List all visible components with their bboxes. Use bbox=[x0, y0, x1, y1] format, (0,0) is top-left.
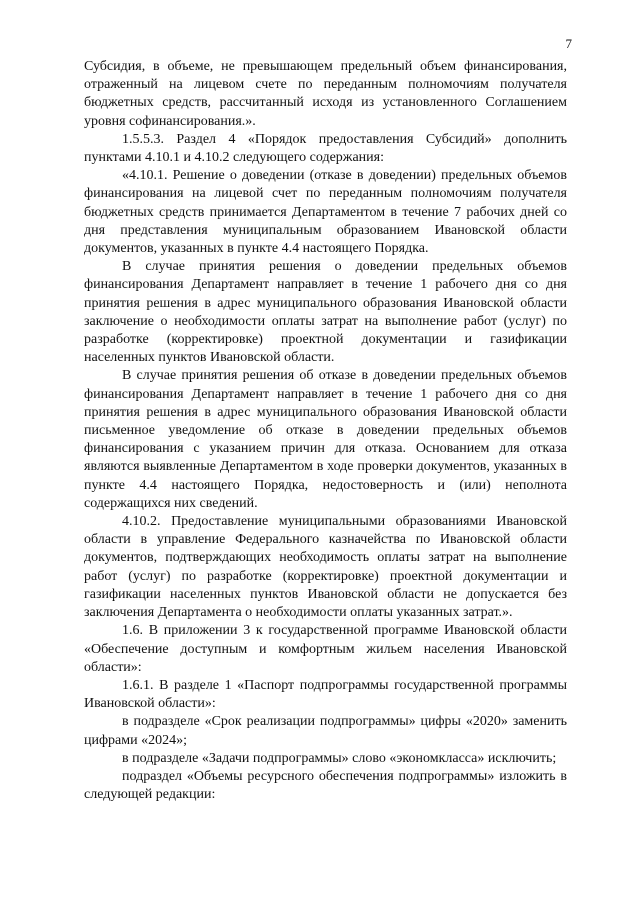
paragraph-1-6: 1.6. В приложении 3 к государственной программе Ивановской области «Обеспечение доступным и комфортным жильем населения Ивановской области»: bbox=[84, 623, 567, 675]
page-number: 7 bbox=[565, 36, 572, 51]
paragraph-1-5-5-3: 1.5.5.3. Раздел 4 «Порядок предоставления Субсидий» дополнить пунктами 4.10.1 и 4.10.2 следующего содержания: bbox=[84, 131, 567, 166]
paragraph-approval-case: В случае принятия решения о доведении предельных объемов финансирования Департамент направляет в течение 1 рабочего дня со дня принятия решения в адрес муниципального образования Ивановской области заключение о необходимости оплаты затрат на выполнение работ (услуг) по разработке (корректировке) проектной документации и газификации населенных пунктов Ивановской области. bbox=[84, 259, 567, 366]
paragraph-resources-change: подраздел «Объемы ресурсного обеспечения подпрограммы» изложить в следующей редакции: bbox=[84, 768, 567, 803]
paragraph-1-6-1: 1.6.1. В разделе 1 «Паспорт подпрограммы государственной программы Ивановской области»: bbox=[84, 677, 567, 712]
paragraph-4-10-1: «4.10.1. Решение о доведении (отказе в доведении) предельных объемов финансирования на лицевой счет по переданным полномочиям получателя бюджетных средств принимается Департаментом в течение 7 рабочих дней со дня представления муниципальным образованием Ивановской области документов, указанных в пункте 4.4 настоящего Порядка. bbox=[84, 168, 567, 257]
paragraph-refusal-case: В случае принятия решения об отказе в доведении предельных объемов финансирования Департамент направляет в течение 1 рабочего дня со дня принятия решения в адрес муниципального образования Ивановской области письменное уведомление об отказе в доведении предельных объемов финансирования с указанием причин для отказа. Основанием для отказа являются выявленные Департаментом в ходе проверки документов, указанных в пункте 4.4 настоящего Порядка, недостоверность и (или) неполнота содержащихся них сведений. bbox=[84, 368, 567, 511]
document-body bbox=[84, 58, 567, 804]
paragraph-4-10-2: 4.10.2. Предоставление муниципальными образованиями Ивановской области в управление Федерального казначейства по Ивановской области документов, подтверждающих необходимость оплаты затрат на выполнение работ (услуг) по разработке (корректировке) проектной документации и газификации населенных пунктов Ивановской области не допускается без заключения Департамента о необходимости оплаты указанных затрат.». bbox=[84, 514, 567, 621]
paragraph-subsidy-end: Субсидия, в объеме, не превышающем предельный объем финансирования, отраженный на лицевом счете по переданным полномочиям получателя бюджетных средств, рассчитанный исходя из установленного Соглашением уровня софинансирования.». bbox=[84, 59, 567, 129]
paragraph-tasks-change: в подразделе «Задачи подпрограммы» слово «экономкласса» исключить; bbox=[122, 750, 557, 766]
paragraph-term-change: в подразделе «Срок реализации подпрограммы» цифры «2020» заменить цифрами «2024»; bbox=[84, 714, 567, 748]
